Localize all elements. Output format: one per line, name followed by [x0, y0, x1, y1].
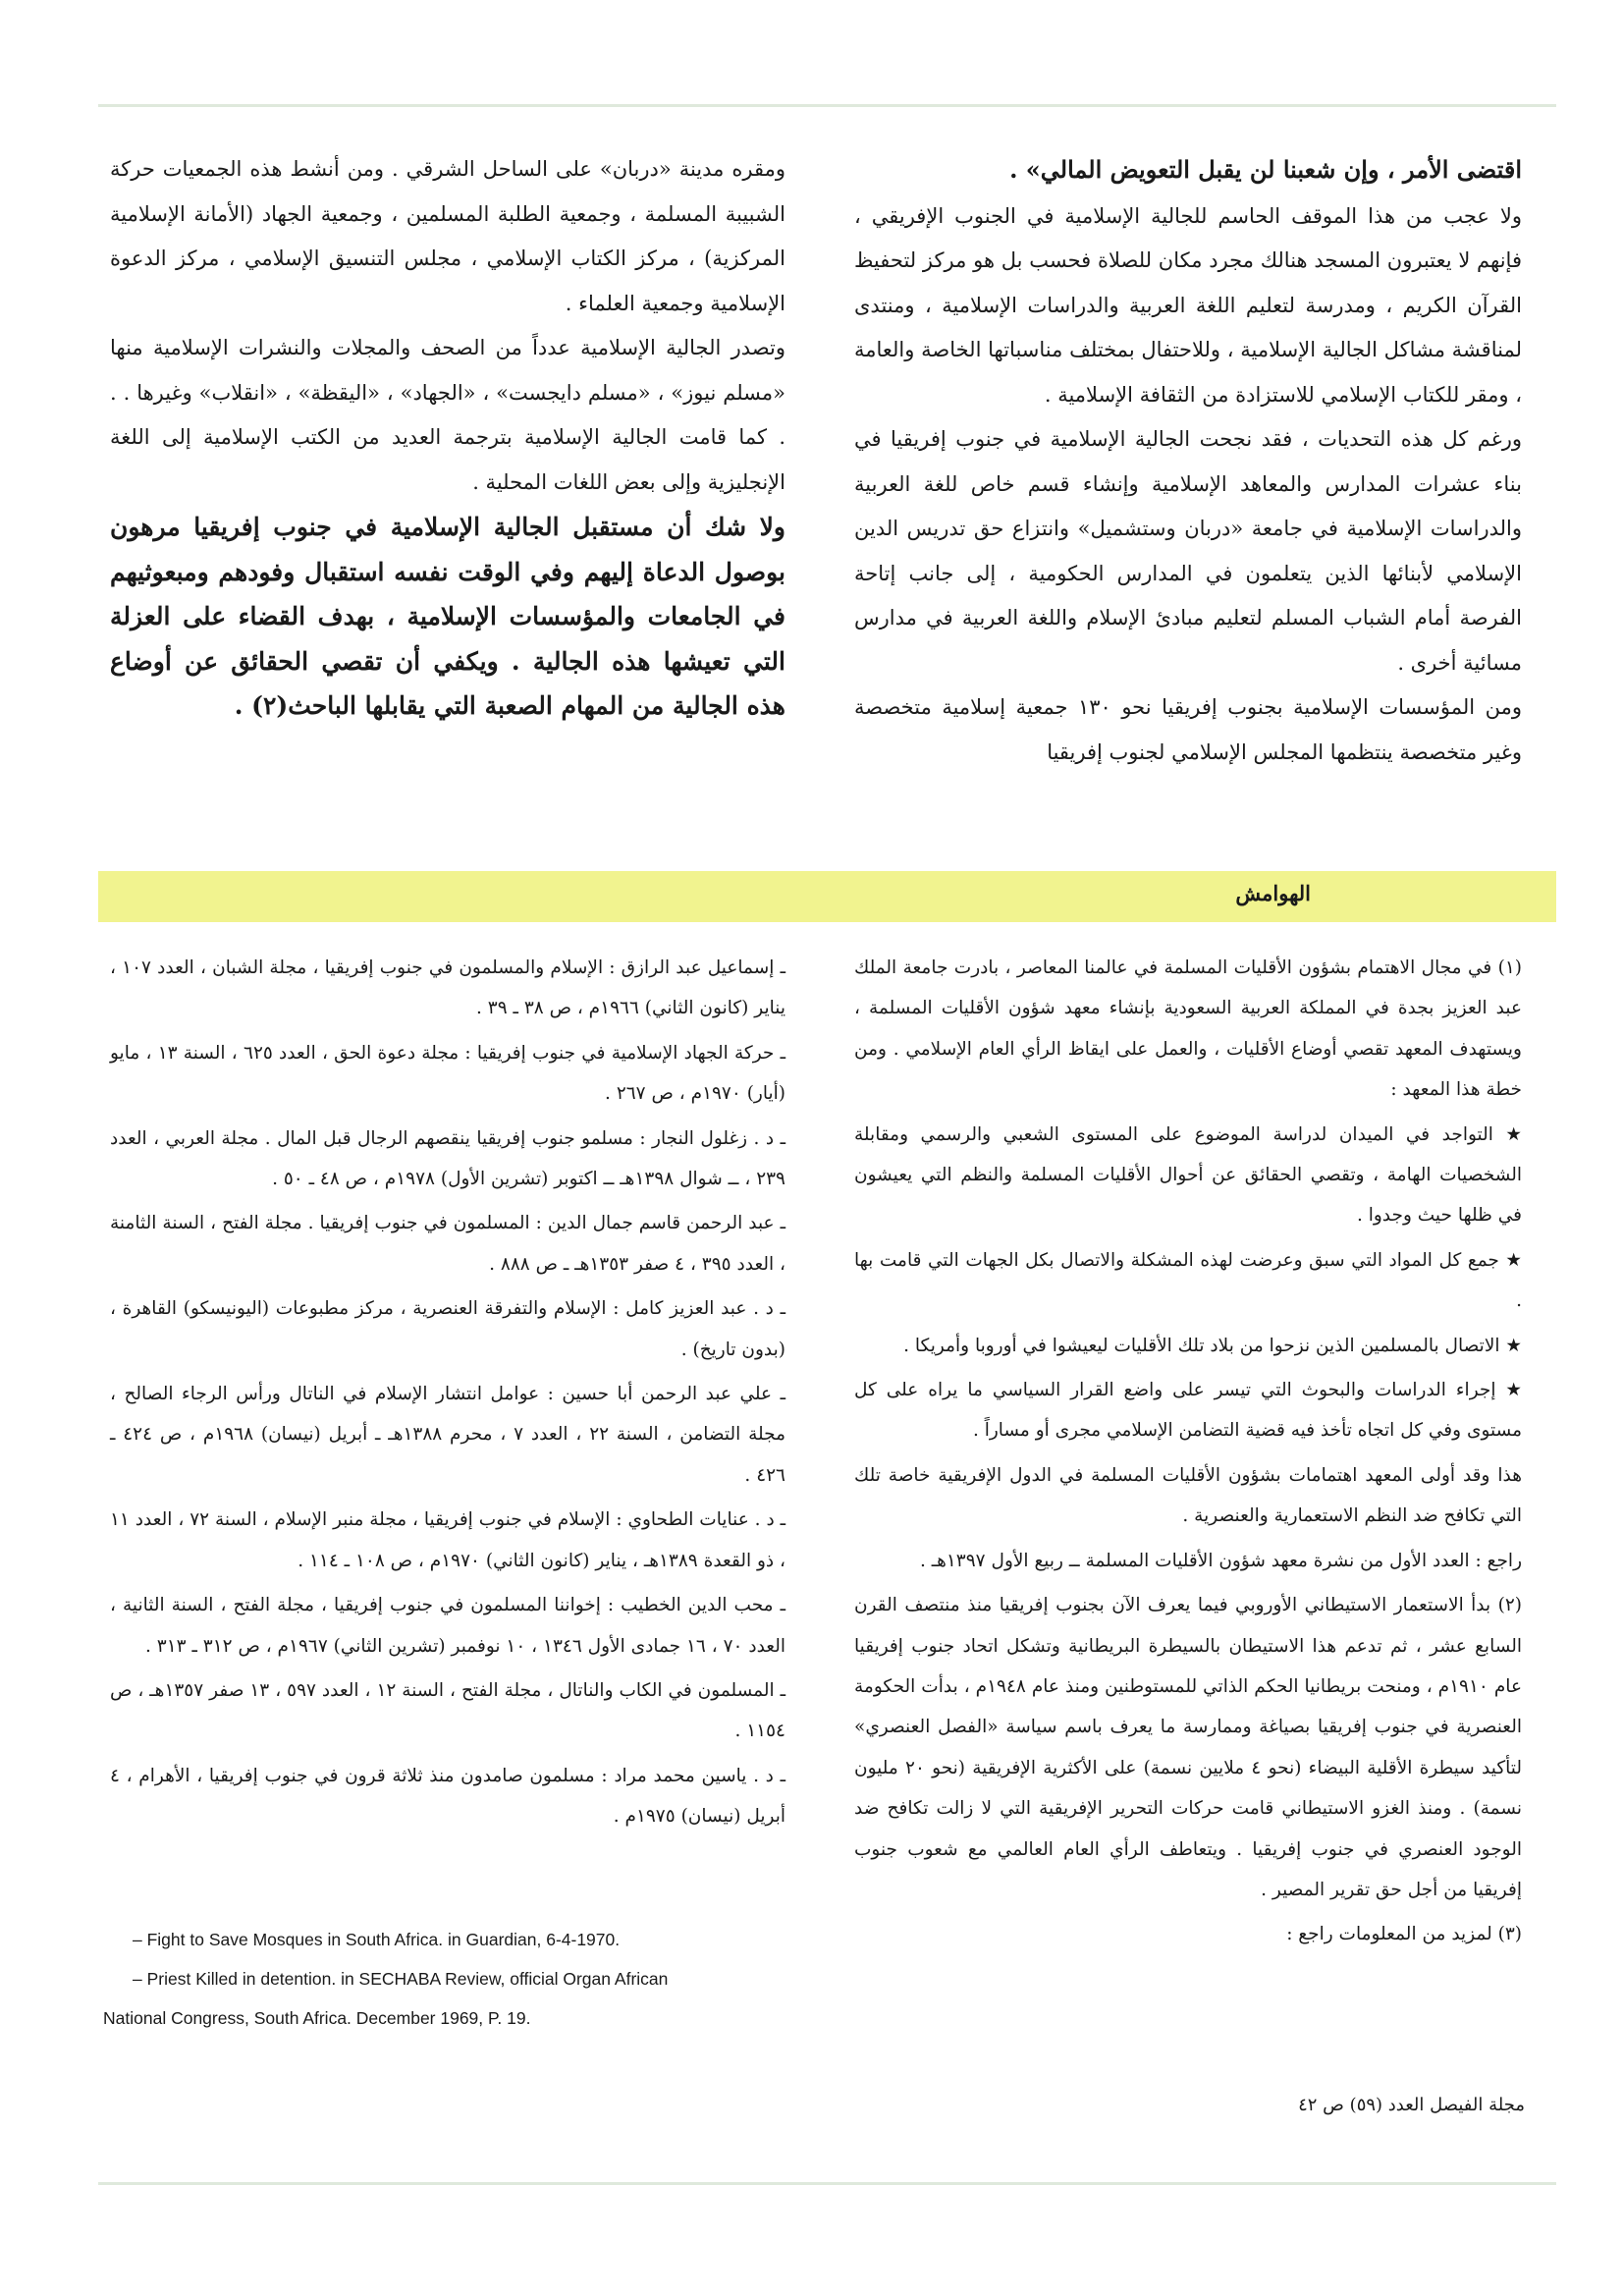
article-right-column: [854, 147, 1522, 775]
reference-item: ـ محب الدين الخطيب : إخواننا المسلمون في جنوب إفريقيا ، مجلة الفتح ، السنة الثانية ، العدد ٧٠ ، ١٦ جمادى الأول ١٣٤٦ ، ١٠ نوفمبر (تشرين الثاني) ١٩٦٧م ، ص ٣١٢ ـ ٣١٣ .: [110, 1595, 785, 1657]
footnote-item: ★ جمع كل المواد التي سبق وعرضت لهذه المشكلة والاتصال بكل الجهات التي قامت بها .: [854, 1249, 1522, 1312]
footnotes-header-band: [98, 871, 1556, 922]
article-conclusion: ولا شك أن مستقبل الجالية الإسلامية في جنوب إفريقيا مرهون بوصول الدعاة إليهم وفي الوقت نفسه استقبال وفودهم ومبعوثيهم في الجامعات والمؤسسات الإسلامية ، بهدف القضاء على العزلة التي تعيشها هذه الجالية . ويكفي أن تقصي الحقائق عن أوضاع هذه الجالية من المهام الصعبة التي يقابلها الباحث(٢) .: [110, 513, 785, 720]
reference-item: ـ د . زغلول النجار : مسلمو جنوب إفريقيا ينقصهم الرجال قبل المال . مجلة العربي ، العدد ٢٣٩ ، ــ شوال ١٣٩٨هـ ــ اكتوبر (تشرين الأول) ١٩٧٨م ، ص ٤٨ ـ ٥٠ .: [110, 1127, 785, 1190]
reference-item: ـ عبد الرحمن قاسم جمال الدين : المسلمون في جنوب إفريقيا . مجلة الفتح ، السنة الثامنة ، العدد ٣٩٥ ، ٤ صفر ١٣٥٣هـ ـ ص ٨٨٨ .: [110, 1213, 785, 1275]
footnote-item: ★ إجراء الدراسات والبحوث التي تيسر على واضع القرار السياسي ما يراه على كل مستوى وفي كل اتجاه تأخذ فيه قضية التضامن الإسلامي مجرى أو مساراً .: [854, 1380, 1522, 1442]
footnotes-right-column: [854, 948, 1522, 1959]
footnote-item: (٣) لمزيد من المعلومات راجع :: [1286, 1924, 1522, 1945]
reference-item: ـ د . ياسين محمد مراد : مسلمون صامدون منذ ثلاثة قرون في جنوب إفريقيا ، الأهرام ، ٤ أبريل (نيسان) ١٩٧٥م .: [110, 1765, 785, 1828]
top-divider: [98, 104, 1556, 107]
footnote-item: ★ التواجد في الميدان لدراسة الموضوع على المستوى الشعبي والرسمي ومقابلة الشخصيات الهامة ، وتقصي الحقائق عن أحوال الأقليات المسلمة والنظم التي يعيشون في ظلها حيث وجدوا .: [854, 1123, 1522, 1227]
footnote-item: ★ الاتصال بالمسلمين الذين نزحوا من بلاد تلك الأقليات ليعيشوا في أوروبا وأمريكا .: [903, 1335, 1522, 1356]
english-reference-item: – Priest Killed in detention. in SECHABA Review, official Organ African: [133, 1969, 669, 1989]
article-paragraph: ورغم كل هذه التحديات ، فقد نجحت الجالية الإسلامية في جنوب إفريقيا في بناء عشرات المدارس والمعاهد الإسلامية وإنشاء قسم خاص للغة العربية والدراسات الإسلامية في جامعة «دربان وستشميل» وانتزاع حق تدريس الدين الإسلامي لأبنائها الذين يتعلمون في المدارس الحكومية ، إلى جانب إتاحة الفرصة أمام الشباب المسلم لتعليم مبادئ الإسلام واللغة العربية في مدارس مسائية أخرى .: [854, 427, 1522, 675]
english-reference-item: – Fight to Save Mosques in South Africa. in Guardian, 6-4-1970.: [133, 1930, 621, 1949]
article-paragraph: ومن المؤسسات الإسلامية بجنوب إفريقيا نحو ١٣٠ جمعية إسلامية متخصصة وغير متخصصة ينتظمها المجلس الإسلامي لجنوب إفريقيا: [854, 695, 1522, 764]
reference-item: ـ حركة الجهاد الإسلامية في جنوب إفريقيا : مجلة دعوة الحق ، العدد ٦٢٥ ، السنة ١٣ ، مايو (أيار) ١٩٧٠م ، ص ٢٦٧ .: [110, 1042, 785, 1105]
english-references: [103, 1920, 790, 2038]
page-footer: مجلة الفيصل العدد (٥٩) ص ٤٢: [1298, 2095, 1525, 2115]
article-left-column: [110, 147, 785, 729]
article-paragraph: ولا عجب من هذا الموقف الحاسم للجالية الإسلامية في الجنوب الإفريقي ، فإنهم لا يعتبرون المسجد هنالك مجرد مكان للصلاة فحسب بل هو مركز لتحفيظ القرآن الكريم ، ومدرسة لتعليم اللغة العربية والدراسات الإسلامية ، ومنتدى لمناقشة مشاكل الجالية الإسلامية ، وللاحتفال بمختلف مناسباتها الخاصة والعامة ، ومقر للكتاب الإسلامي للاستزادة من الثقافة الإسلامية .: [854, 203, 1522, 407]
footnote-item: هذا وقد أولى المعهد اهتمامات بشؤون الأقليات المسلمة في الدول الإفريقية خاصة تلك التي تكافح ضد النظم الاستعمارية والعنصرية .: [854, 1464, 1522, 1527]
article-paragraph: ومقره مدينة «دربان» على الساحل الشرقي . ومن أنشط هذه الجمعيات حركة الشبيبة المسلمة ، وجمعية الطلبة المسلمين ، وجمعية الجهاد (الأمانة الإسلامية المركزية) ، مركز الكتاب الإسلامي ، مجلس التنسيق الإسلامي ، مركز الدعوة الإسلامية وجمعية العلماء .: [110, 157, 785, 315]
article-paragraph: اقتضى الأمر ، وإن شعبنا لن يقبل التعويض المالي» .: [1009, 155, 1522, 184]
footnotes-title: الهوامش: [1235, 881, 1311, 905]
footnotes-left-column: [110, 948, 785, 1841]
reference-item: ـ د . عبد العزيز كامل : الإسلام والتفرقة العنصرية ، مركز مطبوعات (اليونيسكو) القاهرة ، (بدون تاريخ) .: [110, 1298, 785, 1360]
english-reference-item: National Congress, South Africa. December 1969, P. 19.: [103, 2008, 531, 2028]
footnote-item: (٢) بدأ الاستعمار الاستيطاني الأوروبي فيما يعرف الآن بجنوب إفريقيا منذ منتصف القرن السابع عشر ، ثم تدعم هذا الاستيطان بالسيطرة البريطانية وتشكل اتحاد جنوب إفريقيا عام ١٩١٠م ، ومنحت بريطانيا الحكم الذاتي للمستوطنين ومنذ عام ١٩٤٨م ، بدأت الحكومة العنصرية في جنوب إفريقيا بصياغة وممارسة ما يعرف باسم سياسة «الفصل العنصري» لتأكيد سيطرة الأقلية البيضاء (نحو ٤ ملايين نسمة) على الأكثرية الإفريقية (نحو ٢٠ مليون نسمة) . ومنذ الغزو الاستيطاني قامت حركات التحرير الإفريقية التي لا زالت تكافح ضد الوجود العنصري في جنوب إفريقيا . ويتعاطف الرأي العام العالمي مع شعوب جنوب إفريقيا من أجل حق تقرير المصير .: [854, 1595, 1523, 1900]
footnote-item: راجع : العدد الأول من نشرة معهد شؤون الأقليات المسلمة ــ ربيع الأول ١٣٩٧هـ .: [919, 1550, 1522, 1571]
reference-item: ـ د . عنايات الطحاوي : الإسلام في جنوب إفريقيا ، مجلة منبر الإسلام ، السنة ٧٢ ، العدد ١١ ، ذو القعدة ١٣٨٩هـ ، يناير (كانون الثاني) ١٩٧٠م ، ص ١٠٨ ـ ١١٤ .: [110, 1509, 785, 1571]
footnote-item: (١) في مجال الاهتمام بشؤون الأقليات المسلمة في عالمنا المعاصر ، بادرت جامعة الملك عبد العزيز بجدة في المملكة العربية السعودية بإنشاء معهد شؤون الأقليات المسلمة ، ويستهدف المعهد تقصي أوضاع الأقليات ، والعمل على ايقاظ الرأي العام الإسلامي . ومن خطة هذا المعهد :: [854, 957, 1522, 1101]
article-paragraph: وتصدر الجالية الإسلامية عدداً من الصحف والمجلات والنشرات الإسلامية منها «مسلم نيوز» ، «مسلم دايجست» ، «الجهاد» ، «اليقظة» ، «انقلاب» وغيرها . . . كما قامت الجالية الإسلامية بترجمة العديد من الكتب الإسلامية إلى اللغة الإنجليزية وإلى بعض اللغات المحلية .: [110, 336, 785, 494]
reference-item: ـ المسلمون في الكاب والناتال ، مجلة الفتح ، السنة ١٢ ، العدد ٥٩٧ ، ١٣ صفر ١٣٥٧هـ ، ص ١١٥٤ .: [110, 1679, 785, 1742]
bottom-divider: [98, 2182, 1556, 2185]
reference-item: ـ علي عبد الرحمن أبا حسين : عوامل انتشار الإسلام في الناتال ورأس الرجاء الصالح ، مجلة التضامن ، السنة ٢٢ ، العدد ٧ ، محرم ١٣٨٨هـ ـ أبريل (نيسان) ١٩٦٨م ، ص ٤٢٤ ـ ٤٢٦ .: [110, 1384, 786, 1486]
reference-item: ـ إسماعيل عبد الرازق : الإسلام والمسلمون في جنوب إفريقيا ، مجلة الشبان ، العدد ١٠٧ ، يناير (كانون الثاني) ١٩٦٦م ، ص ٣٨ ـ ٣٩ .: [110, 957, 785, 1019]
